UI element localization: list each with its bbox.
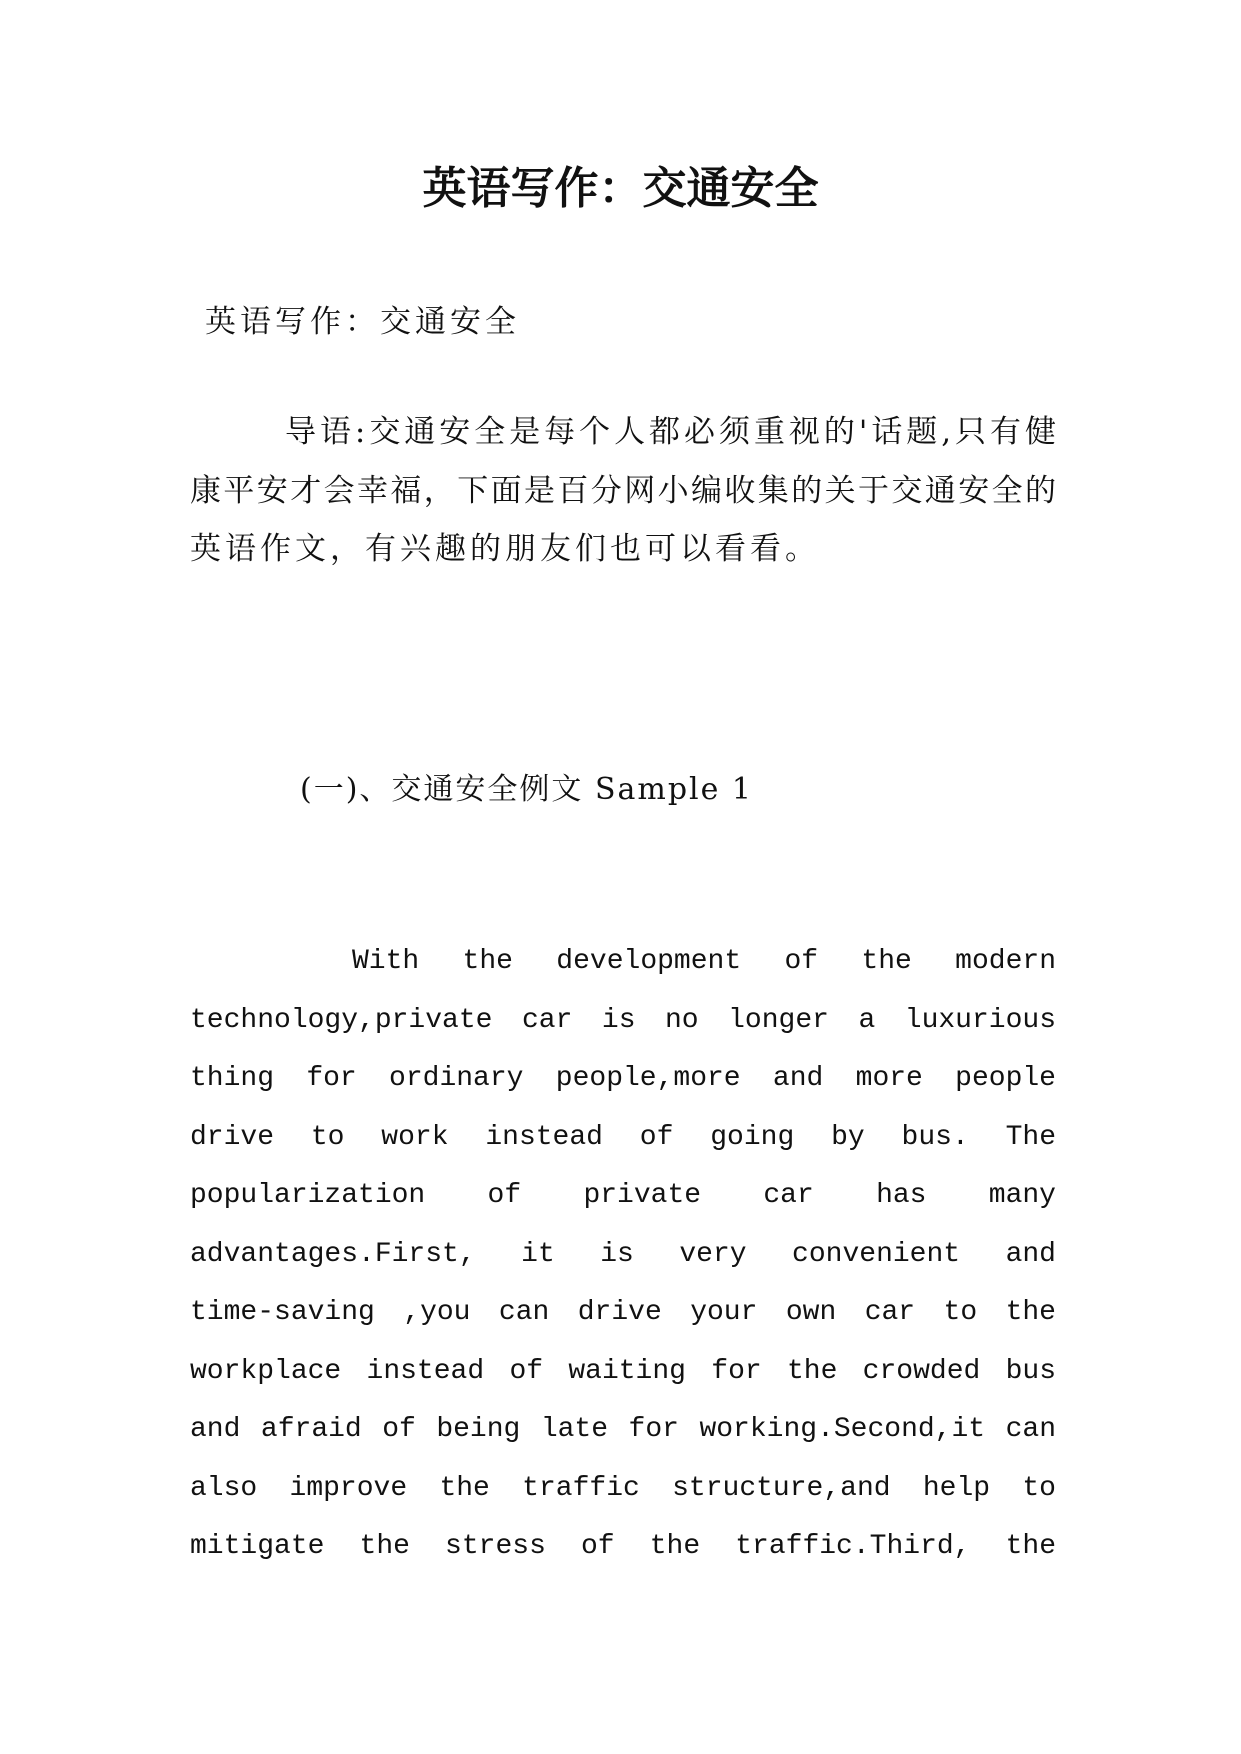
essay-line: mitigate the stress of the traffic.Third, the [190,1531,1056,1562]
intro-line: 英语作文，有兴趣的朋友们也可以看看。 [190,531,820,567]
essay-line: drive to work instead of going by bus. The [190,1121,1056,1153]
essay-line: also improve the traffic structure,and help to [190,1472,1056,1504]
essay-line: popularization of private car has many [190,1180,1056,1211]
intro-line: 导语:交通安全是每个人都必须重视的'话题,只有健 [285,414,1056,450]
document-subtitle: 英语写作：交通安全 [205,304,520,340]
essay-line: and afraid of being late for working.Second,it can [190,1414,1056,1445]
essay-line: advantages.First, it is very convenient and [190,1238,1056,1270]
essay-line: workplace instead of waiting for the crowded bus [190,1355,1056,1387]
essay-line: With the development of the modern [352,946,1056,977]
intro-line: 康平安才会幸福，下面是百分网小编收集的关于交通安全的 [190,472,1056,509]
essay-paragraph [190,940,1056,1584]
intro-paragraph [190,410,1056,586]
essay-line: thing for ordinary people,more and more people [190,1063,1056,1094]
essay-line: time-saving ,you can drive your own car to the [190,1297,1056,1328]
sample-heading: (一)、交通安全例文 Sample 1 [300,772,754,807]
document-title: 英语写作：交通安全 [422,163,819,214]
essay-line: technology,private car is no longer a luxurious [190,1004,1056,1036]
